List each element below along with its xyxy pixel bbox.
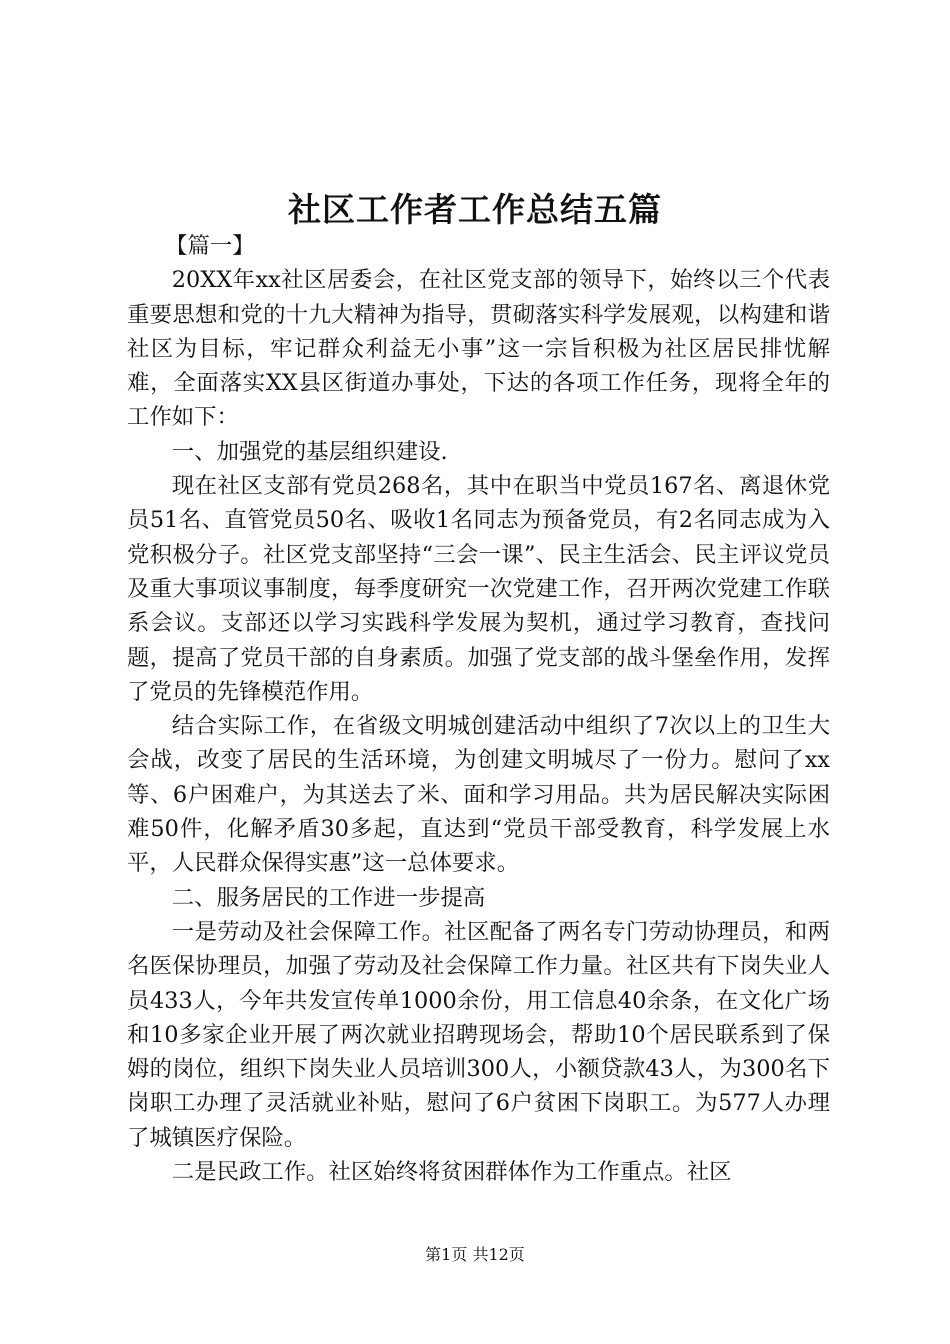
heading-party-building: 一、加强党的基层组织建设. — [171, 438, 448, 465]
document-title: 社区工作者工作总结五篇 — [288, 190, 662, 229]
paragraph-party-members: 现在社区支部有党员268名，其中在职当中党员167名、离退休党员51名、直管党员50名、吸收1名同志为预备党员，有2名同志成为入党积极分子。社区党支部坚持“三会一课”、民主生活会、民主评议党员及重大事项议事制度，每季度研究一次党建工作，召开两次党建工作联系会议。支部还以学习实践科学发展为契机，通过学习教育，查找问题，提高了党员干部的自身素质。加强了党支部的战斗堡垒作用，发挥了党员的先锋模范作用。 — [127, 473, 830, 705]
section-label: 【篇一】 — [165, 233, 255, 259]
paragraph-civil-affairs: 二是民政工作。社区始终将贫困群体作为工作重点。社区 — [171, 1159, 732, 1186]
paragraph-civilized-city: 结合实际工作，在省级文明城创建活动中组织了7次以上的卫生大会战，改变了居民的生活环境，为创建文明城尽了一份力。慰问了xx等、6户困难户，为其送去了米、面和学习用品。共为居民解决实际困难50件，化解矛盾30多起，直达到“党员干部受教育，科学发展上水平，人民群众保得实惠”这一总体要求。 — [127, 713, 830, 877]
heading-resident-services: 二、服务居民的工作进一步提高 — [171, 884, 486, 911]
paragraph-labor-security: 一是劳动及社会保障工作。社区配备了两名专门劳动协理员，和两名医保协理员，加强了劳动及社会保障工作力量。社区共有下岗失业人员433人，今年共发宣传单1000余份，用工信息40余条，在文化广场和10多家企业开展了两次就业招聘现场会，帮助10个居民联系到了保姆的岗位，组织下岗失业人员培训300人，小额贷款43人，为300名下岗职工办理了灵活就业补贴，慰问了6户贫困下岗职工。为577人办理了城镇医疗保险。 — [127, 918, 830, 1151]
document-body — [127, 229, 830, 1189]
page-number-footer: 第1页 共12页 — [425, 1245, 525, 1264]
paragraph-intro: 20XX年xx社区居委会，在社区党支部的领导下，始终以三个代表重要思想和党的十九大精神为指导，贯砌落实科学发展观，以构建和谐社区为目标，牢记群众利益无小事”这一宗旨积极为社区居民排忧解难，全面落实XX县区街道办事处，下达的各项工作任务，现将全年的工作如下： — [127, 267, 830, 431]
